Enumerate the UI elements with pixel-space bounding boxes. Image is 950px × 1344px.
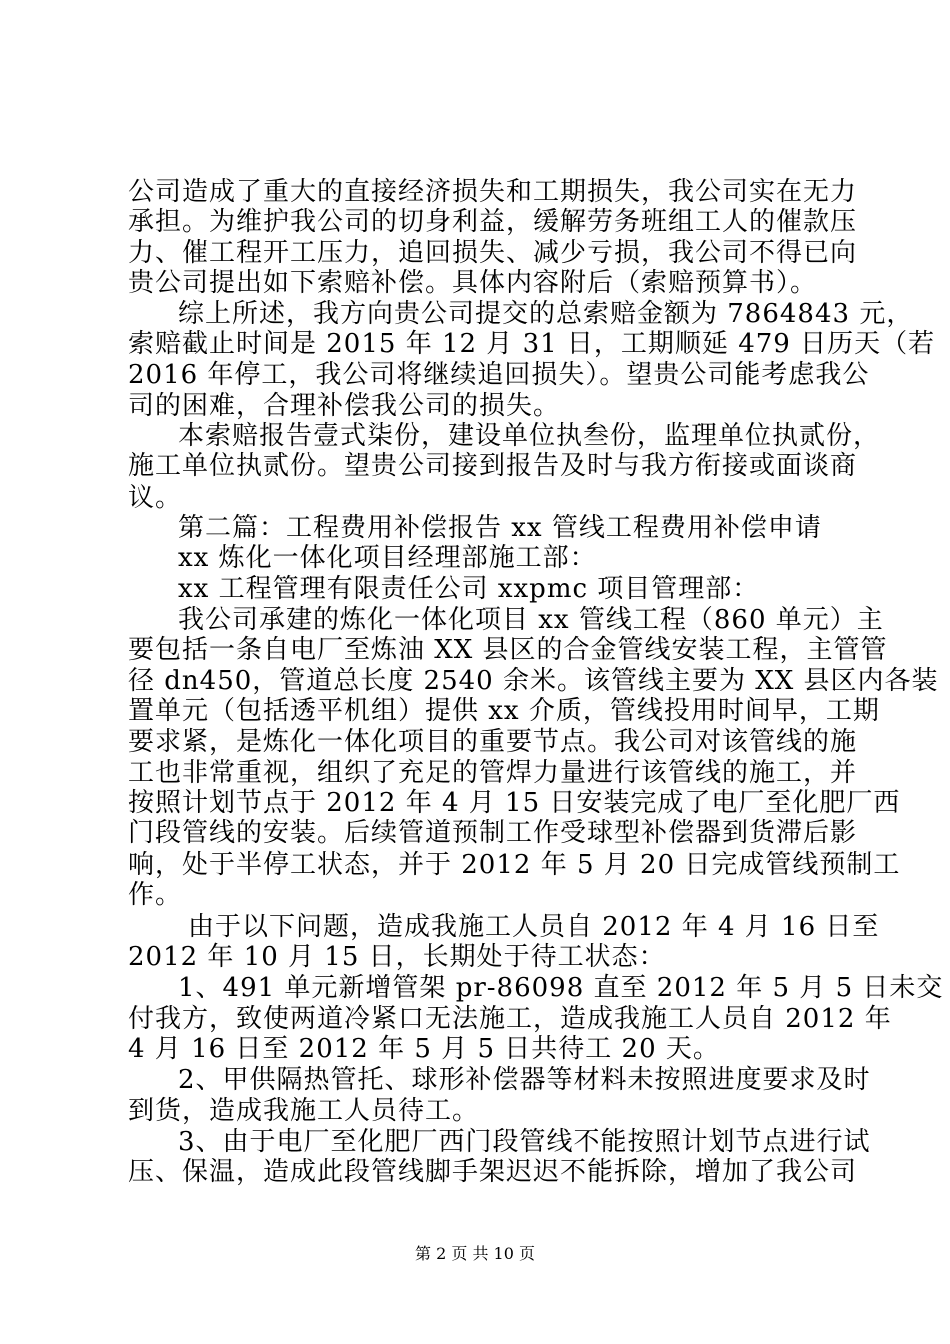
text-line: 付我方，致使两道冷紧口无法施工，造成我施工人员自 2012 年 [128,1004,892,1034]
text-line: 要包括一条自电厂至炼油 XX 县区的合金管线安装工程，主管管 [128,635,888,665]
text-line: 综上所述，我方向贵公司提交的总索赔金额为 7864843 元， [178,299,914,329]
text-line: 力、催工程开工压力，追回损失、减少亏损，我公司不得已向 [128,238,858,268]
text-line: 门段管线的安装。后续管道预制工作受球型补偿器到货滞后影 [128,818,858,848]
text-line: 响，处于半停工状态，并于 2012 年 5 月 20 日完成管线预制工 [128,850,901,880]
text-line: 工也非常重视，组织了充足的管焊力量进行该管线的施工，并 [128,758,858,788]
text-line: 2016 年停工，我公司将继续追回损失）。望贵公司能考虑我公 [128,360,870,390]
addressee-line: xx 工程管理有限责任公司 xxpmc 项目管理部： [178,574,760,604]
text-line: 置单元（包括透平机组）提供 xx 介质，管线投用时间早，工期 [128,696,880,726]
text-line: 由于以下问题，造成我施工人员自 2012 年 4 月 16 日至 [188,912,880,942]
list-item: 3、由于电厂至化肥厂西门段管线不能按照计划节点进行试 [178,1127,871,1157]
text-line: 2012 年 10 月 15 日，长期处于待工状态： [128,942,666,972]
section-heading: 第二篇：工程费用补偿报告 xx 管线工程费用补偿申请 [178,513,822,543]
text-line: 4 月 16 日至 2012 年 5 月 5 日共待工 20 天。 [128,1034,720,1064]
text-line: 议。 [128,483,183,513]
text-line: 施工单位执贰份。望贵公司接到报告及时与我方衔接或面谈商 [128,451,858,481]
text-line: 公司造成了重大的直接经济损失和工期损失，我公司实在无力 [128,177,858,207]
text-line: 我公司承建的炼化一体化项目 xx 管线工程（860 单元）主 [178,605,884,635]
list-item: 2、甲供隔热管托、球形补偿器等材料未按照进度要求及时 [178,1065,871,1095]
text-line: 到货，造成我施工人员待工。 [128,1096,480,1126]
text-line: 索赔截止时间是 2015 年 12 月 31 日，工期顺延 479 日历天（若 [128,329,936,359]
text-line: 司的困难，合理补偿我公司的损失。 [128,391,561,421]
list-item: 1、491 单元新增管架 pr-86098 直至 2012 年 5 月 5 日未交 [178,973,944,1003]
text-line: 承担。为维护我公司的切身利益，缓解劳务班组工人的催款压 [128,207,858,237]
text-line: 径 dn450，管道总长度 2540 余米。该管线主要为 XX 县区内各装 [128,666,939,696]
text-line: 要求紧，是炼化一体化项目的重要节点。我公司对该管线的施 [128,727,858,757]
text-line: 贵公司提出如下索赔补偿。具体内容附后（索赔预算书）。 [128,268,818,298]
text-line: 压、保温，造成此段管线脚手架迟迟不能拆除，增加了我公司 [128,1157,858,1187]
text-line: 作。 [128,880,183,910]
addressee-line: xx 炼化一体化项目经理部施工部： [178,543,597,573]
page-number: 第 2 页 共 10 页 [415,1244,535,1263]
text-line: 本索赔报告壹式柒份，建设单位执叁份，监理单位执贰份， [178,421,881,451]
text-line: 按照计划节点于 2012 年 4 月 15 日安装完成了电厂至化肥厂西 [128,788,901,818]
